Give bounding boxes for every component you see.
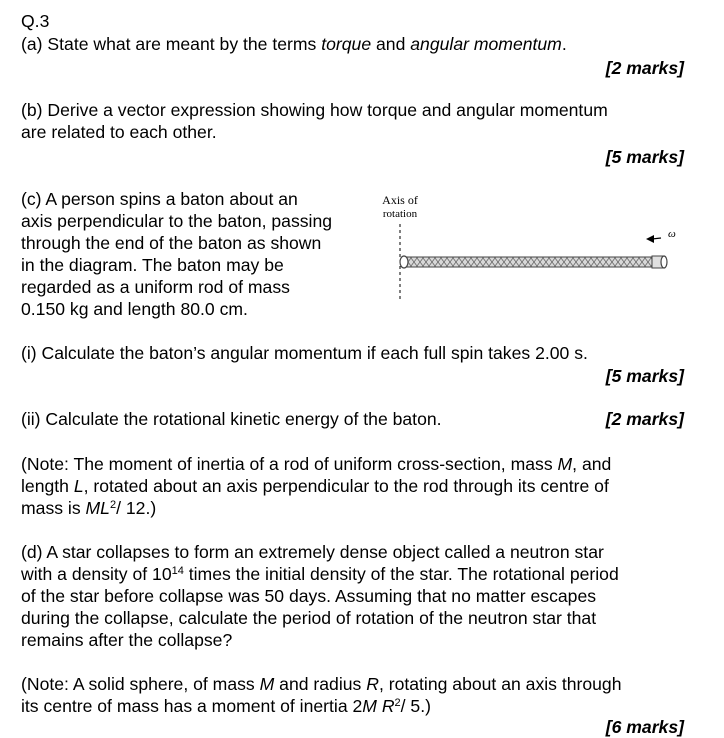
part-a-text-mid: and: [376, 34, 406, 54]
baton-diagram: [390, 222, 680, 304]
part-d-line-2-pre: with a density of 10: [21, 564, 172, 584]
var-M: M: [557, 454, 573, 474]
part-b-line-2: are related to each other.: [21, 122, 217, 142]
note-rod-line-3-post: / 12.): [116, 498, 157, 518]
part-d-line-4: during the collapse, calculate the period of rotation of the neutron star that: [21, 608, 597, 628]
part-d-line-5: remains after the collapse?: [21, 630, 233, 650]
var-L: L: [73, 476, 84, 496]
superscript-2-sphere: 2: [394, 697, 401, 709]
part-d-line-2: [21, 563, 619, 585]
superscript-2: 2: [109, 499, 117, 511]
note-sphere-line-1-mid: and radius: [279, 674, 362, 694]
part-a-label: (a): [21, 34, 43, 54]
baton-rod: [404, 257, 662, 267]
note-rod-line-2-pre: length: [21, 476, 69, 496]
part-d-line-1: (d) A star collapses to form an extremely dense object called a neutron star: [21, 542, 604, 562]
term-angular-momentum: angular momentum: [410, 34, 562, 54]
part-c-i-marks: [5 marks]: [605, 366, 684, 386]
note-sphere-line-2: [21, 695, 431, 717]
note-rod-line-1: [21, 453, 611, 475]
note-rod-line-1-pre: (Note: The moment of inertia of a rod of uniform cross-section, mass: [21, 454, 553, 474]
question-number: Q.3: [21, 11, 50, 31]
part-d-marks: [6 marks]: [605, 717, 684, 737]
superscript-14: 14: [171, 565, 184, 577]
note-rod-line-1-post: , and: [572, 454, 612, 474]
var-MR: M R: [362, 696, 395, 716]
note-sphere-line-2-pre: its centre of mass has a moment of inertia 2: [21, 696, 363, 716]
note-sphere-line-2-post: / 5.): [400, 696, 431, 716]
axis-label-line-1: Axis of: [382, 193, 418, 207]
axis-label-line-2: rotation: [382, 208, 418, 220]
note-sphere-line-1-post: , rotating about an axis through: [378, 674, 622, 694]
part-c-line-6: 0.150 kg and length 80.0 cm.: [21, 299, 248, 319]
part-c-line-5: regarded as a uniform rod of mass: [21, 277, 290, 297]
part-c-i-text: (i) Calculate the baton’s angular momentum if each full spin takes 2.00 s.: [21, 343, 588, 363]
note-rod-line-3: [21, 497, 156, 519]
part-c-line-2: axis perpendicular to the baton, passing: [21, 211, 333, 231]
part-c-ii-text: (ii) Calculate the rotational kinetic energy of the baton.: [21, 409, 442, 429]
part-a-text-pre: State what are meant by the terms: [47, 34, 317, 54]
part-d-line-3: of the star before collapse was 50 days. Assuming that no matter escapes: [21, 586, 597, 606]
part-c-line-1: (c) A person spins a baton about an: [21, 189, 298, 209]
var-R: R: [366, 674, 379, 694]
note-rod-line-2-post: , rotated about an axis perpendicular to the rod through its centre of: [83, 476, 609, 496]
part-c-line-4: in the diagram. The baton may be: [21, 255, 284, 275]
part-d-line-2-post: times the initial density of the star. The rotational period: [183, 564, 619, 584]
omega-label: ω: [668, 228, 676, 240]
baton-left-cap: [400, 256, 408, 268]
part-a-marks: [2 marks]: [605, 58, 684, 78]
part-a-text: [21, 33, 567, 55]
part-c-line-3: through the end of the baton as shown: [21, 233, 322, 253]
var-M-sphere: M: [259, 674, 275, 694]
axis-label: [375, 193, 425, 221]
part-b-marks: [5 marks]: [605, 147, 684, 167]
part-c-ii-marks: [2 marks]: [605, 409, 684, 429]
note-rod-line-3-pre: mass is: [21, 498, 81, 518]
part-a-text-post: .: [561, 34, 567, 54]
note-sphere-line-1-pre: (Note: A solid sphere, of mass: [21, 674, 255, 694]
note-rod-line-2: [21, 475, 609, 497]
term-torque: torque: [321, 34, 372, 54]
part-b-line-1: (b) Derive a vector expression showing how torque and angular momentum: [21, 100, 608, 120]
var-ML: ML: [85, 498, 110, 518]
rotation-arrow-icon: [646, 235, 661, 243]
note-sphere-line-1: [21, 673, 622, 695]
